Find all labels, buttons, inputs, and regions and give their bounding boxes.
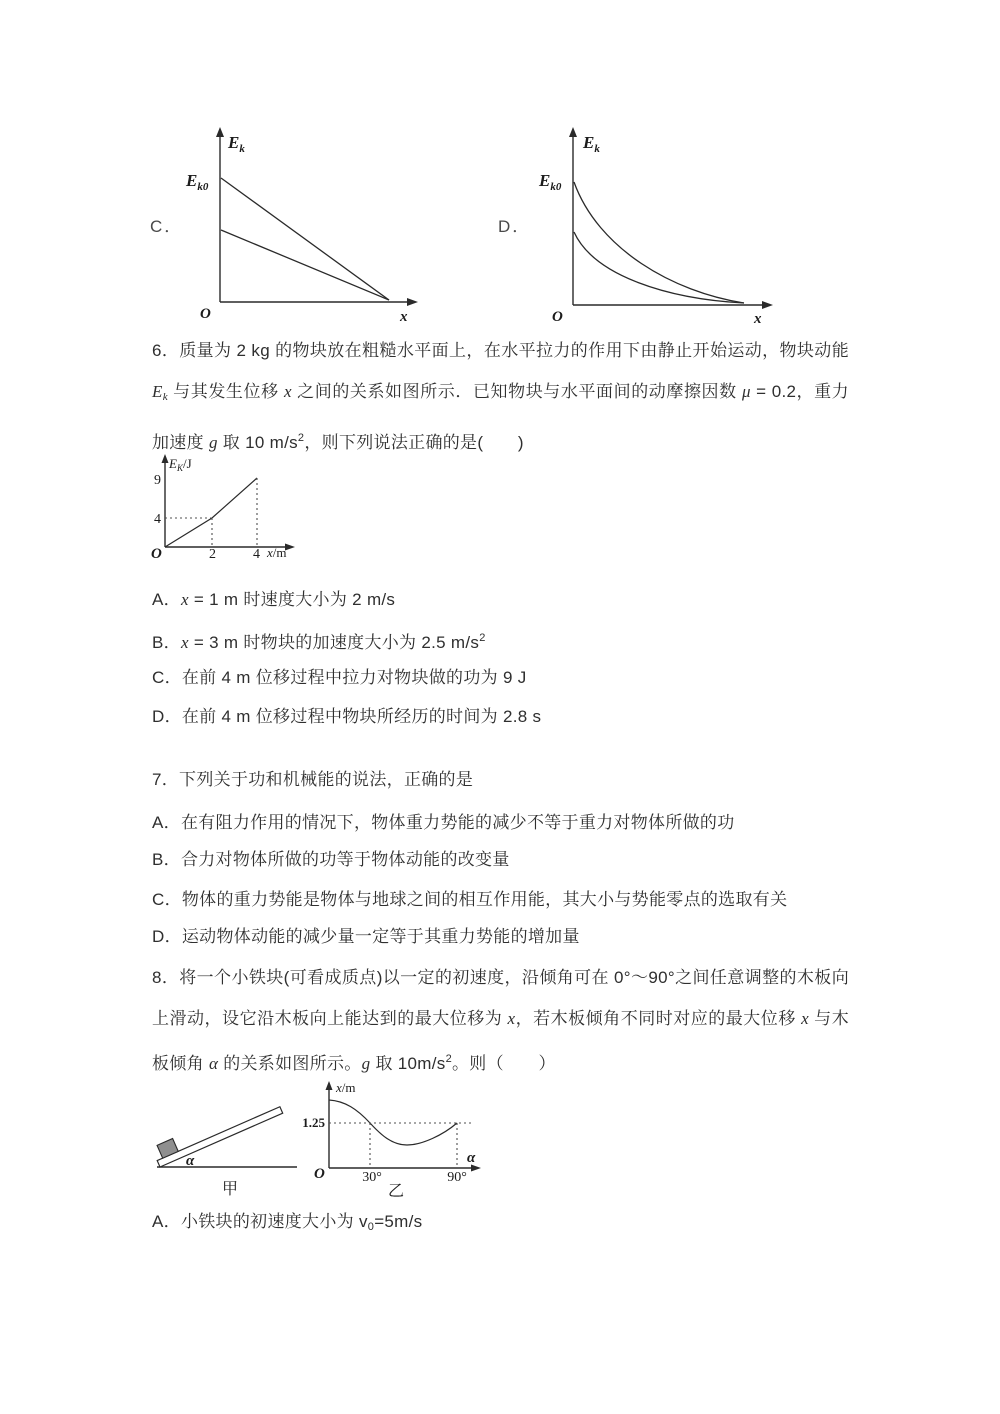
y-axis-arrow-icon bbox=[326, 1081, 333, 1090]
graph-x-axis-label: α bbox=[467, 1150, 476, 1166]
graph-d-figure bbox=[528, 124, 783, 329]
q8-option-a-text2: =5m/s bbox=[374, 1212, 423, 1231]
q8-text-segment: 取 10m/s bbox=[370, 1054, 446, 1073]
q6-var-ek-sub: k bbox=[162, 391, 168, 403]
q7-title-text: 7．下列关于功和机械能的说法，正确的是 bbox=[152, 770, 474, 789]
q6-var-ek: E bbox=[152, 382, 163, 401]
graph-c-figure bbox=[178, 124, 423, 329]
q8-var-g: g bbox=[361, 1054, 371, 1073]
q6-option-b-text: = 3 m 时物块的加速度大小为 2.5 m/s bbox=[188, 633, 480, 652]
q6-text-segment: 6．质量为 2 kg 的物块放在粗糙水平面上，在水平拉力的作用下由静止开始运动，物块动能 bbox=[152, 341, 849, 360]
q8-text-segment: 与木板倾角 bbox=[152, 1009, 849, 1073]
q6-text-segment: 之间的关系如图所示．已知物块与水平面间的动摩擦因数 bbox=[291, 382, 743, 401]
figure-jia-label: 甲 bbox=[222, 1181, 239, 1198]
x-axis-arrow-icon bbox=[407, 298, 418, 306]
choice-d-label: D． bbox=[498, 217, 532, 236]
q6-graph-tick-4: 4 bbox=[154, 512, 161, 527]
q6-text-segment: = 0.2，重力加速度 bbox=[152, 382, 849, 452]
q7-option-b bbox=[152, 849, 510, 871]
q6-option-c-text: C．在前 4 m 位移过程中拉力对物块做的功为 9 J bbox=[152, 668, 527, 687]
q6-option-b-label: B． bbox=[152, 633, 181, 652]
y-axis-arrow-icon bbox=[216, 127, 224, 137]
q6-option-a bbox=[152, 589, 395, 611]
figure-yi-label: 乙 bbox=[388, 1183, 405, 1200]
q8-text-segment: 8．将一个小铁块(可看成质点)以一定的初速度，沿倾角可在 0°～90°之间任意调整的木板向上滑动，设它沿木板向上能达到的最大位移为 bbox=[152, 968, 849, 1028]
q6-option-b-var: x bbox=[180, 633, 189, 652]
graph-d-curve-lower bbox=[574, 232, 744, 303]
q6-option-b-superscript: 2 bbox=[479, 632, 486, 644]
q6-option-b bbox=[152, 627, 486, 654]
inclined-board bbox=[157, 1107, 283, 1167]
q8-option-a bbox=[152, 1211, 422, 1238]
q7-option-a bbox=[152, 812, 735, 834]
graph-c-origin-label: O bbox=[200, 306, 211, 322]
graph-d-curve-upper bbox=[574, 182, 744, 303]
graph-c-line-lower bbox=[221, 230, 389, 300]
q6-option-a-text: = 1 m 时速度大小为 2 m/s bbox=[188, 590, 396, 609]
x-alpha-curve bbox=[329, 1100, 457, 1145]
q6-ek-x-line bbox=[165, 478, 257, 547]
graph-c-axes bbox=[216, 127, 418, 306]
y-axis-arrow-icon bbox=[569, 127, 577, 137]
q6-superscript: 2 bbox=[297, 432, 305, 444]
q6-option-c bbox=[152, 667, 527, 689]
q8-superscript: 2 bbox=[445, 1053, 452, 1065]
graph-d-origin-label: O bbox=[552, 309, 563, 325]
q7-option-d-text: D．运动物体动能的减少量一定等于其重力势能的增加量 bbox=[152, 927, 580, 946]
q7-option-d bbox=[152, 926, 580, 948]
q8-text-segment: ，若木板倾角不同时对应的最大位移 bbox=[515, 1009, 802, 1028]
question-6-graph bbox=[142, 452, 317, 567]
y-axis-arrow-icon bbox=[162, 454, 169, 463]
choice-c-label: C． bbox=[150, 217, 184, 236]
x-alpha-graph bbox=[302, 1080, 481, 1200]
question-8-text bbox=[152, 957, 849, 1084]
q6-text-segment: 取 10 m/s bbox=[217, 433, 298, 452]
question-6-text bbox=[152, 330, 849, 463]
incline-diagram bbox=[152, 1094, 297, 1198]
q6-graph-x-axis-label: x/m bbox=[267, 545, 287, 560]
q7-option-b-text: B．合力对物体所做的功等于物体动能的改变量 bbox=[152, 850, 510, 869]
graph-d-y-axis-label: $E_k$ bbox=[583, 133, 600, 155]
graph-c-intercept-label: $E_{k0}$ bbox=[186, 171, 209, 193]
graph-c-y-axis-label: $E_k$ bbox=[228, 133, 245, 155]
q6-option-d-text: D．在前 4 m 位移过程中物块所经历的时间为 2.8 s bbox=[152, 707, 542, 726]
q6-graph-origin-label: O bbox=[151, 546, 162, 562]
q6-graph-y-axis-label: EK/J bbox=[169, 456, 192, 473]
q6-var-x: x bbox=[283, 382, 292, 401]
graph-y-axis-label: x/m bbox=[336, 1080, 356, 1095]
q6-option-a-label: A． bbox=[152, 590, 181, 609]
q8-var-x: x bbox=[801, 1009, 809, 1028]
graph-tick-125: 1.25 bbox=[302, 1115, 325, 1130]
q6-text-segment: ，则下列说法正确的是( ) bbox=[304, 433, 524, 452]
question-8-figure bbox=[140, 1078, 485, 1206]
graph-d-intercept-label: $E_{k0}$ bbox=[539, 171, 562, 193]
q8-option-a-subscript: 0 bbox=[367, 1221, 375, 1233]
q8-var-x: x bbox=[507, 1009, 516, 1028]
incline-angle-label: α bbox=[186, 1153, 195, 1169]
q7-option-a-text: A．在有阻力作用的情况下，物体重力势能的减少不等于重力对物体所做的功 bbox=[152, 813, 735, 832]
graph-d-x-axis-label: x bbox=[754, 311, 762, 327]
q6-graph-tick-9: 9 bbox=[154, 473, 161, 488]
q8-var-alpha: α bbox=[208, 1054, 219, 1073]
q6-graph-tick-x2: 2 bbox=[209, 547, 216, 562]
graph-c-x-axis-label: x bbox=[400, 309, 408, 325]
graph-tick-90: 90° bbox=[447, 1170, 467, 1185]
q6-var-g: g bbox=[208, 433, 218, 452]
graph-origin-label: O bbox=[314, 1166, 325, 1182]
q6-var-mu: μ bbox=[742, 382, 751, 401]
q6-option-a-var: x bbox=[180, 590, 189, 609]
question-7-title bbox=[152, 769, 473, 791]
graph-tick-30: 30° bbox=[362, 1170, 382, 1185]
q7-option-c-text: C．物体的重力势能是物体与地球之间的相互作用能，其大小与势能零点的选取有关 bbox=[152, 890, 788, 909]
q8-option-a-text: A．小铁块的初速度大小为 v bbox=[152, 1212, 368, 1231]
q8-text-segment: 。则（ ） bbox=[451, 1054, 556, 1073]
q6-text-segment: 与其发生位移 bbox=[167, 382, 284, 401]
q6-option-d bbox=[152, 706, 541, 728]
q7-option-c bbox=[152, 889, 787, 911]
q6-graph-tick-x4: 4 bbox=[253, 547, 260, 562]
x-axis-arrow-icon bbox=[762, 301, 773, 309]
q8-text-segment: 的关系如图所示。 bbox=[218, 1054, 362, 1073]
graph-c-line-upper bbox=[221, 178, 389, 300]
